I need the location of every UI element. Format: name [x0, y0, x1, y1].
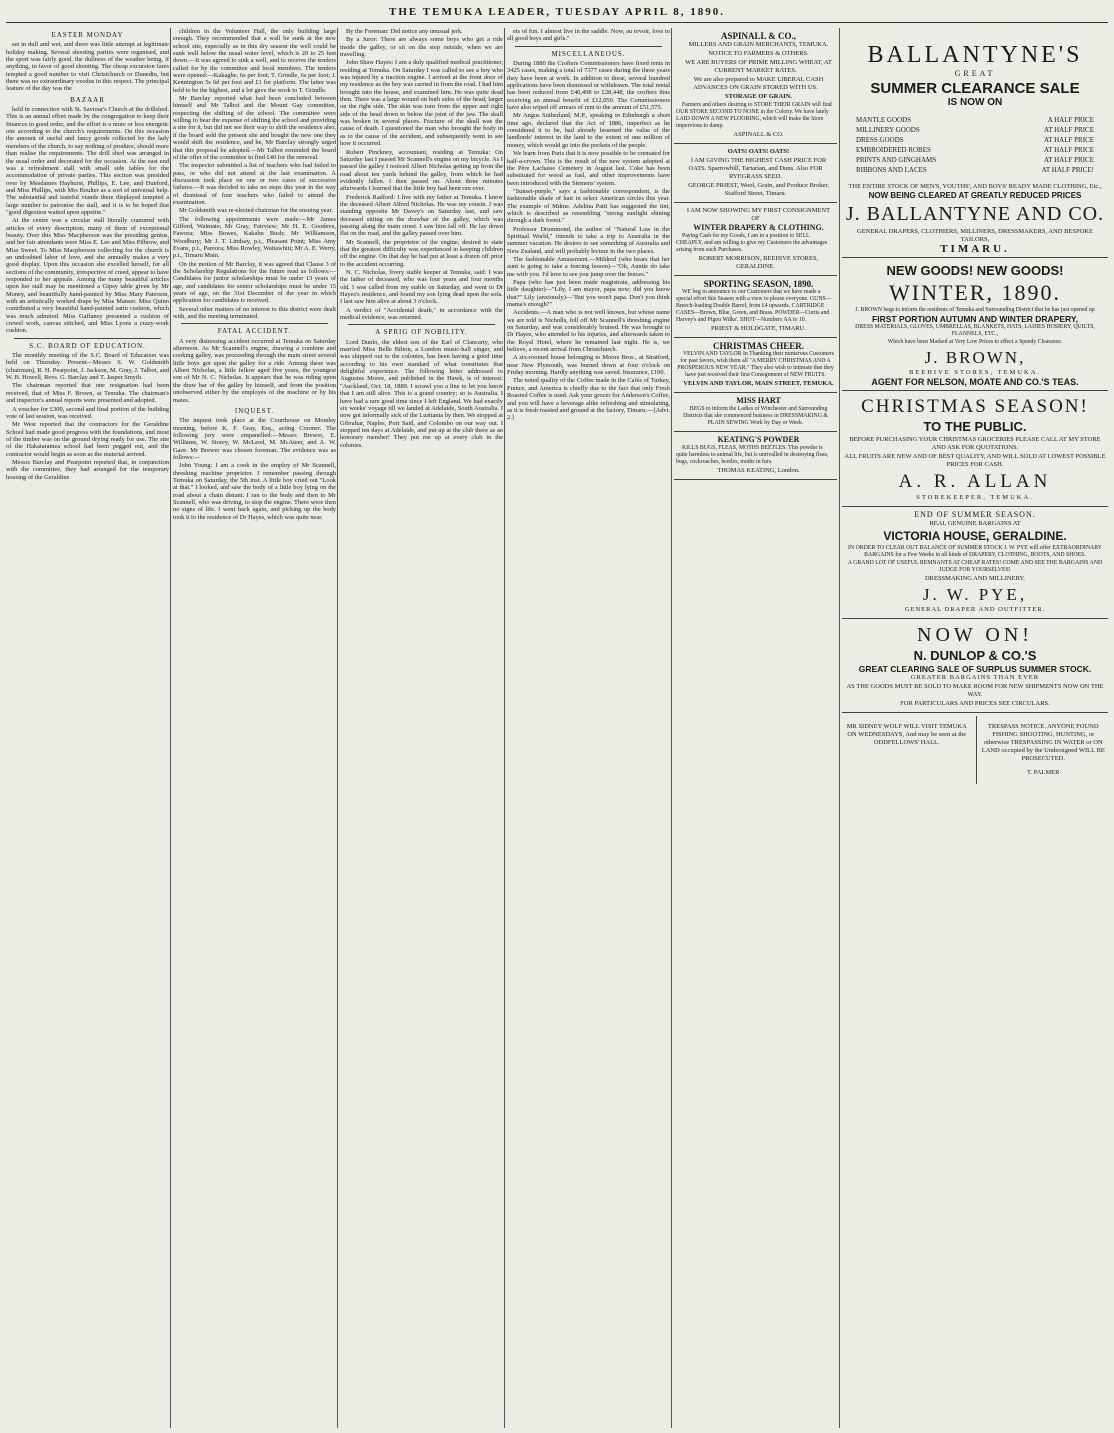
article-paragraph: Accidents.—A man who is not well known, but whose name we are told is Nicholls, fell off Mr Scannell's threshing engine on Saturday, and was considerably bruised. He was brought to Dr Hayes, who attended to his injuries, and afterwards taken to the Royal Hotel, where he remained last night. He is, we believe, a recent arrival from Christchurch. — [507, 309, 670, 354]
price-item: MANTLE GOODS — [856, 116, 912, 124]
ad-miss-hart — [674, 393, 837, 432]
ad-text: Paying Cash for my Goods, I am in a position to SELL CHEAPLY, and am willing to give my Customers the advantages arising from such Purchases. — [676, 233, 828, 253]
column-5-ads — [674, 28, 837, 1428]
column-divider — [170, 28, 171, 1428]
price-value: AT HALF PRICE — [1043, 126, 1094, 134]
article-paragraph: The chairman reported that one resignation had been received, that of Miss F. Brown, at Temuka. The chairman's and inspector's annual reports were presented and adopted. — [6, 382, 169, 405]
masthead-rule — [6, 22, 1108, 23]
ad-text: BEGS to inform the Ladies of Winchester and Surrounding Districts that she commenced business in DRESSMAKING & PLAIN SEWING Work by Day or Week. — [683, 406, 828, 426]
ad-text: ALL FRUITS ARE NEW AND OF BEST QUALITY, AND WILL SOLD AT LOWEST POSSIBLE PRICES FOR CASH. — [844, 453, 1106, 468]
divider — [14, 338, 161, 339]
ad-signature: VELVIN AND TAYLOR, MAIN STREET, TEMUKA. — [683, 380, 834, 387]
price-value: AT HALF PRICE — [1043, 156, 1094, 164]
section-heading: S.C. BOARD OF EDUCATION. — [29, 341, 146, 350]
column-2 — [173, 28, 336, 1428]
price-value: AT HALF PRICE — [1043, 146, 1094, 154]
ad-headline: N. DUNLOP & CO.'S — [913, 648, 1037, 663]
ad-text: We are also prepared to MAKE LIBERAL CASH ADVANCES ON GRAIN STORED WITH US. — [693, 76, 824, 91]
article-paragraph: Mr Angus Sutherland, M.P., speaking in Edinburgh a short time ago, declared that the Act of 1886, imperfect as he considered it to be, had already lessened the value of the landlords' interest in the land to the extent of one million of money, which would go into the pockets of the people. — [507, 112, 670, 149]
price-item: RIBBONS AND LACES — [856, 166, 927, 174]
ad-trespass — [976, 716, 1107, 784]
article-paragraph: Lord Dunlo, the eldest son of the Earl of Clancarty, who married Miss Belle Bilton, a London music-hall singer, and was shipped out to the colonies, has been having a good time according to his own standard of what constitutes that delightful experience. The following letter addressed to Augustus Moore, and published in the Hawk, is of interest: "Auckland, Oct. 18, 1889. I scrawl you a line to let you know that I am still alive. This is a grand country; so is Australia. I have had a rare good time since I left England. We had exactly six weeks' voyage till we landed at Adelaide, South Australia. I now got informally sick of the Lusitania by then. We stopped at Gibraltar, Naples, Port Said, and Colombo on our way out. I stopped ten days at Adelaide, and put up at the club there as an honorary member! They put me up at every club in the colonies. — [340, 338, 503, 449]
article-paragraph: Messrs Barclay and Pearpoint reported that, in conjunction with the committee, they had arranged for the temporary housing of the Geraldine — [6, 458, 169, 481]
ad-headline: AGENT FOR NELSON, MOATE AND CO.'S TEAS. — [871, 377, 1079, 387]
ad-headline: GREAT CLEARING SALE OF SURPLUS SUMMER STOCK. — [858, 664, 1092, 674]
article-paragraph: The monthly meeting of the S.C. Board of Education was held on Thursday. Present—Messrs S. W. Goldsmith (chairman), R. H. Pearpoint, J. Jackson, M. Gray, J. Talbot, and W. B. Howell, Revs. G. Barclay and T. Jasper Smyth. — [6, 352, 169, 382]
section-heading: INQUEST. — [234, 406, 275, 415]
article-paragraph: Mr Goldsmith was re-elected chairman for the ensuing year. — [179, 207, 333, 215]
article-paragraph: The fashionable Amusement.—Mildred (who hears that her aunt is going to take a fencing lesson)—"Oh, Auntie do take me with you. I'd love to see you jump over the fences." — [507, 255, 670, 278]
ad-title: MISS HART — [736, 396, 781, 405]
ad-headline: TO THE PUBLIC. — [923, 419, 1027, 434]
ad-text: FOR PARTICULARS AND PRICES SEE CIRCULARS. — [900, 700, 1050, 707]
ad-title: CHRISTMAS SEASON! — [861, 396, 1089, 417]
ad-text: GENERAL DRAPERS, CLOTHIERS, MILLINERS, DRESSMAKERS, AND BESPOKE TAILORS, — [857, 228, 1093, 243]
ad-text: GREATER BARGAINS THAN EVER — [910, 674, 1040, 681]
section-heading: BAZAAR — [70, 95, 105, 104]
ad-text: I AM GIVING THE HIGHEST CASH PRICE FOR OATS. Sparrowbill, Tartarian, and Duns. Also FOR RYEGRASS SEED. — [688, 157, 827, 180]
ad-text: Which have been Marked at Very Low Prices to effect a Speedy Clearance. — [887, 339, 1063, 345]
article-paragraph: John Shaw Hayes: I am a duly qualified medical practitioner, residing at Temuka. On Saturday I was called to see a boy who was injured by a traction engine. I arrived at the front door of my residence as the boy was carried in from the road. I had him brought into the house, and examined him. He was quite dead then. There was a large wound on both sides of the head, larger on the right side. The skin was torn from the upper and right side of the head down to below the joint of the jaw. The skull was broken in several places. Fracture of the skull was the cause of death. I questioned the man who brought the body in as to the cause of the accident, and subsequently went to see how it occurred. — [340, 59, 503, 148]
ad-text: BEEHIVE STORES, TEMUKA. — [908, 369, 1042, 376]
ad-text: STOREKEEPER, TEMUKA. — [916, 494, 1034, 501]
article-paragraph: "Sunset-purple," says a fashionable correspondent, is the fashionable shade of hair in select American circles this year. The example of Mdme. Adelina Patti has suggested the tint, which is described as resembling "strong sunlight shining through a dark forest." — [507, 187, 670, 225]
ad-title: J. BROWN, — [924, 348, 1026, 367]
ad-footer-row — [842, 713, 1108, 787]
article-paragraph: N. C. Nicholas, livery stable keeper at Temuka, said: I was the father of deceased, who was four years and four months old. I was called from my stable on Saturday, and went to Dr Hayes's residence, and found my son lying dead upon the sofa. I last saw him alive at about 3 o'clock. — [340, 269, 503, 306]
ad-text: GENERAL DRAPER AND OUTFITTER. — [904, 606, 1046, 613]
column-divider — [671, 28, 672, 1428]
price-row — [844, 165, 1106, 175]
article-paragraph: During 1880 the Crofters Commissioners have fixed rents in 3425 cases, making a total of 7377 cases during the three years they have been at work. In addition to these, several hundred applications have been dismissed or withdrawn. The total rental has been reduced from £40,498 to £28,448, the crofters thus receiving an annual benefit of £12,050. The Commissioners have also wiped off arrears of rent to the amount of £51,575. — [507, 60, 670, 112]
column-divider — [839, 28, 840, 1428]
ad-text: Farmers and others desiring to STORE THEIR GRAIN will find OUR STORE SECOND TO NONE in the Colony. We have lately LAID DOWN A NEW FLOORING, which will make the Store impervious to damp. — [676, 102, 832, 129]
ad-aspinall — [674, 28, 837, 144]
ad-velvin-taylor — [674, 338, 837, 393]
price-row — [844, 125, 1106, 135]
ad-ballantyne — [842, 28, 1108, 258]
ad-wolf — [844, 716, 970, 784]
price-value: AT HALF PRICE — [1043, 136, 1094, 144]
article-paragraph: Frederick Radford: I live with my father at Temuka. I know the deceased Albert Alfred Nicholas. He was my cousin. I was standing opposite Mr Davey's on Saturday last, and saw deceased sitting on the drawbar of the galley, which was passing along the main street. I saw him fall off. He lay down flat on the road, and the galley passed over him. — [340, 193, 503, 238]
ad-title: BALLANTYNE'S — [867, 42, 1083, 68]
ad-j-brown — [842, 258, 1108, 391]
section-heading: FATAL ACCIDENT. — [217, 327, 292, 336]
article-paragraph: A verdict of "Accidental death," in accordance with the medical evidence, was returned. — [340, 306, 503, 322]
article-paragraph: A very distressing accident occurred at Temuka on Saturday afternoon. As Mr Scannell's engine, drawing a combine and cooking galley, was proceeding through the main street several little boys got upon the galley for a ride. Among these was Albert Nicholas, a little fellow aged five years, the youngest son of Mr N. C. Nicholas. It appears that he was riding upon the draw bar of the galley by himself, and from the position unobserved either by the employés of the machine or by his mates. — [173, 337, 336, 404]
column-divider — [504, 28, 505, 1428]
article-paragraph: At the centre was a circular stall literally crammed with articles of every description, many of them of exceptional beauty. Over this Miss Macpherson was the presiding genius, and her fair attendants were Miss E. Lee and Miss Pilbrow, and Miss Sweet. To Miss Macpherson collecting for the church is an undoubted labor of love, and she annually makes a very good display. Upon this occasion she excelled herself, for all sections of the community, irrespective of creed, appear to have responded to her appeals. Among the many beautiful articles upon her stall may be mentioned a Gipsy table given by Mr Money, and beautifully hand-painted by Miss Mary Paterson, with an artistically worked drape by Miss Manser. Miss Quinn contributed a very beautiful hand-painted satin cushion, which was much admired. Miss Gaffaney presented a cushion of crewel work, canvas stitched, and Miss Lyons a crazy-work cushion. — [6, 217, 169, 335]
ad-sporting — [674, 276, 837, 338]
ad-text: KILLS BUGS, FLEAS, MOTHS BEETLES. This powder is quite harmless to animal life, but is unrivalled in destroying fleas, bugs, cockroaches, beetles, moths in furs. — [676, 445, 829, 465]
price-value: A HALF PRICE — [1047, 116, 1094, 124]
ad-text: TIMARU. — [940, 243, 1010, 255]
price-value: AT HALF PRICE! — [1041, 166, 1094, 174]
ad-text: AS THE GOODS MUST BE SOLD TO MAKE ROOM FOR NEW SHIPMENTS NOW ON THE WAY. — [846, 683, 1104, 698]
article-paragraph: Mr Scannell, the proprietor of the engine, desired to state that the greatest difficulty was experienced in keeping children off the engine. On that day he had put at least a dozen off prior to the accident occurring. — [340, 238, 503, 268]
ad-oats — [674, 144, 837, 203]
ad-headline: SUMMER CLEARANCE SALE — [870, 80, 1080, 97]
ad-text: END OF SUMMER SEASON. — [914, 510, 1036, 519]
article-paragraph: A six-roomed house belonging to Moore Bros., at Stratford, near New Plymouth, was burned down at four o'clock on Friday morning. Hardly anything was saved. Insurance, £100. — [507, 354, 670, 377]
column-divider — [337, 28, 338, 1428]
ad-title: OATS! OATS! OATS! — [727, 148, 790, 155]
ad-title: NOW ON! — [917, 624, 1033, 646]
price-item: EMBROIDERED ROBES — [856, 146, 931, 154]
ad-text: GREAT — [954, 69, 996, 78]
article-paragraph: We learn from Paris that it is now possible to be cremated for half-a-crown. This is the result of the new system adopted at the Père Lachaise Cemetery in August last. Coke has been substituted for wood as fuel, and other improvements have been introduced with the Siemens' system. — [507, 150, 670, 187]
price-row — [844, 135, 1106, 145]
price-item: PRINTS AND GINGHAMS — [856, 156, 937, 164]
price-item: DRESS GOODS — [856, 136, 904, 144]
ad-headline: IS NOW ON — [947, 97, 1003, 108]
article-paragraph: held in connection with St. Saviour's Church at the drillshed. This is an annual effort made by the congregation to keep their finances in good order, and the effort is a more or less energetic one according to the church's requirements. On this occasion the amount of useful and fancy goods collected by the lady members of the church, to say nothing of produce, should more than realise the requirements. The drill shed was arranged in the usual order and decorated for the occasion. At the east end was a refreshment stall with small side tables for the accommodation of private parties. This section was presided over by Mesdames Hayhurst, Phillips, E. Lee, and Dunford, and Miss Phillips, with Mrs Boulter as a sort of universal help. The substantial and tasteful viands there displayed tempted a large number to patronise the stall, and it is to be hoped that "good digestion waited upon appetite." — [6, 106, 169, 216]
article-paragraph: On the motion of Mr Barclay, it was agreed that Clause 3 of the Scholarship Regulations for the future read as follows:—Candidates for junior scholarships must be under 13 years of age, and candidates for senior scholarships must be under 15 years of age, on the 31st December of the year in which application for candidates is received. — [173, 260, 336, 305]
article-paragraph: Robert Pinckney, accountant, residing at Temuka: On Saturday last I passed Mr Scannell's engine on my bicycle. As I passed the galley I noticed Albert Nicholas getting up from the road about ten yards behind the galley, from which he had evidently fallen. I then passed on. About three minutes afterwards I learned that the little boy had been run over. — [340, 148, 503, 193]
article-paragraph: Papa (who has just been made magistrate, addressing his little daughter)—"Lily, I am mayor, papa now; did you know that?" Lily (anxiously)—"But you won't papa. Don't you think mama's enough?" — [507, 279, 670, 309]
column-3 — [340, 28, 503, 1428]
article-paragraph: Professor Drummond, the author of "Natural Law in the Spiritual World," intends to take a trip to Australia in the summer vacation. He desires to see something of Australia and New Zealand, and will probably lecture in the two places. — [507, 225, 670, 255]
ad-signature: T. PALMER — [1026, 769, 1060, 776]
ad-text: J. BROWN begs to inform the residents of Temuka and Surrounding District that he has just opened up — [855, 307, 1095, 313]
article-paragraph: The noted quality of the Coffee made in the Cafés of Turkey, France, and America is chiefly due to the fact that only Fresh Roasted Coffee is used. Ask your grocer for Anderson's Coffee, and you will have a beverage alike refreshing and stimulating, as it is fresh roasted and ground at the factory, Timaru.—[Advt. 2.] — [507, 377, 670, 422]
article-paragraph: A voucher for £300, second and final portion of the building vote of last session, was received. — [6, 405, 169, 420]
article-paragraph: The inspector submitted a list of teachers who had failed to pass, or who did not attend at the last examination. A discussion took place on one or two cases of successive failures.—It was decided to take no steps this year in the way of dismissal of four teachers who failed to attend the examination. — [173, 162, 336, 206]
masthead-title: THE TEMUKA LEADER, TUESDAY APRIL 8, 1890. — [389, 6, 725, 18]
article-paragraph: children in the Volunteer Hall, the only building large enough. They recommended that a wall be sunk at the new school site, especially as in this dry season the well could be sunk well below the usual water level, which is 20 to 25 feet down.—It was agreed to sink a well, and to receive the tenders called for by the committee and local members. The tenders were opened:—Kakaghe, 6s per foot; T. Grindle, 6s per foot; J. Kennington 5s 6d per foot and £1 for platform. The latter was held to be the highest, and a lot gave the work to T. Grindle. — [173, 28, 336, 94]
article-paragraph: Mr West reported that the contractors for the Geraldine School had made good progress with the foundations, and most of the timber was on the ground drying ready for use. The site of the Hakataramea school had been pegged out, and the contractor would begin as soon as the material arrived. — [6, 421, 169, 458]
column-1 — [6, 28, 169, 1428]
ad-subheading: DRESSMAKING AND MILLINERY. — [924, 575, 1026, 582]
price-row — [844, 115, 1106, 125]
ad-title: A. R. ALLAN — [898, 471, 1052, 492]
article-paragraph: Mr Barclay reported what had been concluded between himself and Mr Talbot and the Mount Gay committee, respecting the shifting of the school. The committee were willing to bear the expense of shifting the school and providing a site for it, but did not see their way to shift the residence also, if the board sold the present site and bought the new one they would shift the residence, and he, Mr Barclay strongly urged that this proposal be adopted.—Mr Talbot reminded the board of the offer of the committee to find £40 for the removal. — [173, 95, 336, 161]
price-row — [844, 155, 1106, 165]
ad-text: WE beg to announce to our Customers that we have made a special effort this Season with a view to please everyone. GUNS—Breech-loading Double Barrel, from £4 upwards. CARTRIDGE CASES—Brown, Blue, Green, and Brass. POWDER—Curtis and Harvey's and Pigou Wilks'. SHOT—Numbers AA to 10. — [676, 289, 832, 323]
ad-text: VELVIN AND TAYLOR In Thanking their numerous Customers for past favors, wish them all "A MERRY CHRISTMAS AND A PROSPEROUS NEW YEAR." They also wish to intimate that they have just received their first Consignment of NEW FRUITS. — [677, 351, 835, 378]
ad-text: THE ENTIRE STOCK OF MEN'S, YOUTHS', AND BOYS' READY MADE CLOTHING, Etc., — [848, 183, 1102, 190]
ad-text: MR SIDNEY WOLF WILL VISIT TEMUKA ON WEDNESDAYS, And may be seen at the ODDFELLOWS' HALL. — [846, 722, 967, 746]
ad-text: IN ORDER TO CLEAR OUT BALANCE OF SUMMER STOCK J. W. PYE will offer EXTRAORDINARY BARGAINS for a Few Weeks in all kinds of DRAPERY, CLOTHING, BOOTS, AND SHOES. — [848, 545, 1102, 558]
price-list — [844, 115, 1106, 175]
ad-signature: ASPINALL & CO. — [733, 131, 784, 138]
article-paragraph: Several other matters of no interest to this district were dealt with, and the meeting terminated. — [173, 305, 336, 321]
section-heading: MISCELLANEOUS. — [551, 49, 626, 58]
ad-text: BEFORE PURCHASING YOUR CHRISTMAS GROCERIES PLEASE CALL AT MY STORE AND ASK FOR QUOTATIONS. — [849, 436, 1101, 451]
ad-title: KEATING'S POWDER — [717, 435, 800, 444]
price-row — [844, 145, 1106, 155]
ad-morrison — [674, 203, 837, 276]
column-4 — [507, 28, 670, 1428]
divider — [181, 323, 328, 324]
article-paragraph: The inquest took place at the Courthouse on Monday morning, before K. F. Gray, Esq., acting Coroner. The following jury were empanelled:—Messrs Brewer, E. Williams, W. Storey, W. McLeod, M. McAteer, and A. W. Gaze. Mr Brewer was chosen foreman. The evidence was as follows:— — [173, 417, 336, 461]
ad-text: A GRAND LOT OF USEFUL REMNANTS AT CHEAP RATES! COME AND SEE THE BARGAINS AND JUDGE FOR YOURSELVES! — [847, 560, 1103, 573]
article-paragraph: ets of fun. I almost live in the saddle. Now, au revoir, love to all good boys and girls." — [507, 28, 670, 43]
ad-text: I AM NOW SHOWING MY FIRST CONSIGNMENT OF — [686, 207, 831, 222]
ad-text: WE ARE BUYERS OF PRIME MILLING WHEAT, AT CURRENT MARKET RATES. — [685, 59, 832, 74]
ad-text: REAL GENUINE BARGAINS AT — [929, 520, 1021, 527]
ad-subtitle: MILLERS AND GRAIN MERCHANTS, TEMUKA. — [688, 41, 829, 48]
ad-allan — [842, 391, 1108, 507]
section-heading: A SPRIG OF NOBILITY. — [375, 328, 468, 337]
ad-headline: NOW BEING CLEARED AT GREATLY REDUCED PRICES — [868, 191, 1082, 200]
article-paragraph: John Young: I am a cook in the employ of Mr Scannell, threshing machine proprietor. I remember passing through Temuka on Saturday, the 5th inst. A little boy cried out "Look at that." I looked, and saw the body of a little boy lying on the road about a chain distant. I ran to the body and then to Mr Scannell, who was driving, to stop the engine. There were then no signs of life. I went back again, and picking up the body took it to the residence of Dr Hayes, which was quite near. — [173, 462, 336, 521]
ad-victoria-house — [842, 507, 1108, 619]
ad-signature: THOMAS KEATING, London. — [717, 467, 800, 474]
article-paragraph: By a Juror: There are always some boys who get a ride inside the galley, or sit on the step outside, when we are travelling. — [340, 36, 503, 59]
ad-signature: GEORGE PRIEST, Wool, Grain, and Produce Broker, Stafford Street, Timaru. — [688, 182, 829, 197]
ad-signature: ROBERT MORRISON, BEEHIVE STORES, GERALDINE. — [698, 255, 819, 270]
ad-title: SPORTING SEASON, 1890. — [703, 279, 814, 289]
ad-headline: VICTORIA HOUSE, GERALDINE. — [883, 529, 1067, 543]
price-item: MILLINERY GOODS — [856, 126, 920, 134]
article-paragraph: By the Foreman: Did notice any unusual jerk. — [346, 28, 463, 35]
article-paragraph: set in dull and wet, and there was little attempt at legitimate holiday making. Several shooting parties were organised, and the sport was fairly good, the dullness of the weather being, if anything, in favor of good shooting. The cheap excursion fares tempted a good number to visit Christchurch or Dunedin, but there was no extraordinary exodus in this respect. The principal feature of the day was the — [6, 41, 169, 93]
ad-title: WINTER, 1890. — [888, 280, 1062, 305]
ad-keating — [674, 432, 837, 480]
ad-title: J. BALLANTYNE AND CO. — [845, 203, 1105, 225]
section-heading: EASTER MONDAY — [51, 31, 124, 39]
ad-title: CHRISTMAS CHEER. — [712, 341, 804, 351]
ad-headline: FIRST PORTION AUTUMN AND WINTER DRAPERY, — [872, 314, 1078, 324]
ad-subheading: STORAGE OF GRAIN. — [725, 93, 792, 100]
divider — [348, 324, 495, 325]
ad-title: WINTER DRAPERY & CLOTHING. — [693, 223, 824, 232]
ad-headline: NEW GOODS! NEW GOODS! — [886, 263, 1064, 278]
ad-dunlop — [842, 619, 1108, 713]
display-ads-column — [842, 28, 1108, 1428]
ad-notice: NOTICE TO FARMERS & OTHERS. — [708, 50, 809, 57]
ad-title: ASPINALL & CO., — [720, 31, 796, 41]
divider — [515, 46, 662, 47]
article-paragraph: The following appointments were made:—Mr James Gifford, Waimate; Mr Gray, Fairview; Mr H. E. Goodeve, Fawora; Miss Bowes, Kakahu Bush; Mr Williamson, Woodbury; Mr J. T. Lindsay, p.t., Pleasant Point; Miss Amy Evans, p.t., Pareora; Miss Rowley, Waitawhiti; Mr A. E. Werry, p.t., Timaru Main. — [173, 215, 336, 260]
ad-text: TRESPASS NOTICE. ANYONE FOUND FISHING SHOOTING, HUNTING, or otherwise TRESPASSING IN WATER or ON LAND occupied by the Undersigned WILL BE PROSECUTED. — [981, 722, 1105, 762]
ad-text: DRESS MATERIALS, GLOVES, UMBRELLAS, BLANKETS, HATS, LADIES HOSIERY, QUILTS, FLANNELS, ETC., — [855, 324, 1095, 337]
ad-signature: PRIEST & HOLDGATE, TIMARU. — [711, 325, 806, 332]
ad-title: J. W. PYE, — [922, 585, 1028, 604]
